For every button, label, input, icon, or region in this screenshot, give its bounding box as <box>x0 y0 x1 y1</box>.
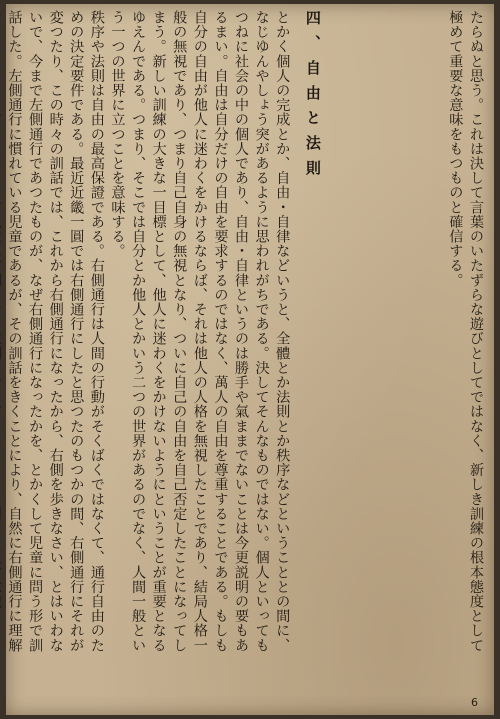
paragraph: とかく個人の完成とか、自由・自律などいうと、全體とか法則とか秩序などということとの間に、なじゆんやしょう突があるように思われがちである。決してそんなものではない。個人といってもつねに社会の中の個人であり、自由・自律というのは勝手や氣ままでないことは今更説明の要もあるまい。自由は自分だけの自由を要求するのではなく、萬人の自由を尊重することである。もしも自分の自由が他人に迷わくをかけるならば、それは他人の人格を無視したことであり、結局人格一般の無視であり、つまり自己自身の無視となり、ついに自己の自由を自己否定したことになってしまう。新しい訓練の大きな一目標として、他人に迷わくをかけないようにということが重要となるゆえんである。つまり、そこでは自分とか他人とかいう二つの世界があるのでなく、人間一般という一つの世界に立つことを意味する。 <box>109 10 291 653</box>
vertical-text-block <box>6 10 486 666</box>
section-heading: 四、自由と法則 <box>303 10 322 185</box>
book-page <box>6 4 494 715</box>
paragraph: 秩序や法則は自由の最高保證である。右側通行は人間の行動がそくばくではなくて、通行自由のための決定要件である。最近近畿一圓では右側通行にしたと思つたのもつかの間、右側通行にそれが変つたり、この時々の訓話では、これから右側通行になったから、右側を歩きなさい、とはいわないで、今まで左側通行であつたものが、なぜ右側通行になったかを、とかくして児童に問う形で訓話した。左側通行に慣れている児童であるが、その訓話をきくことにより、自然に右側通行に理解 <box>6 10 105 653</box>
page-number: 6 <box>471 696 478 709</box>
paragraph: たらぬと思う。これは決して言葉のいたずらな遊びとしてではなく、新しき訓練の根本態度として極めて重要な意味をもつものと確信する。 <box>447 10 484 653</box>
